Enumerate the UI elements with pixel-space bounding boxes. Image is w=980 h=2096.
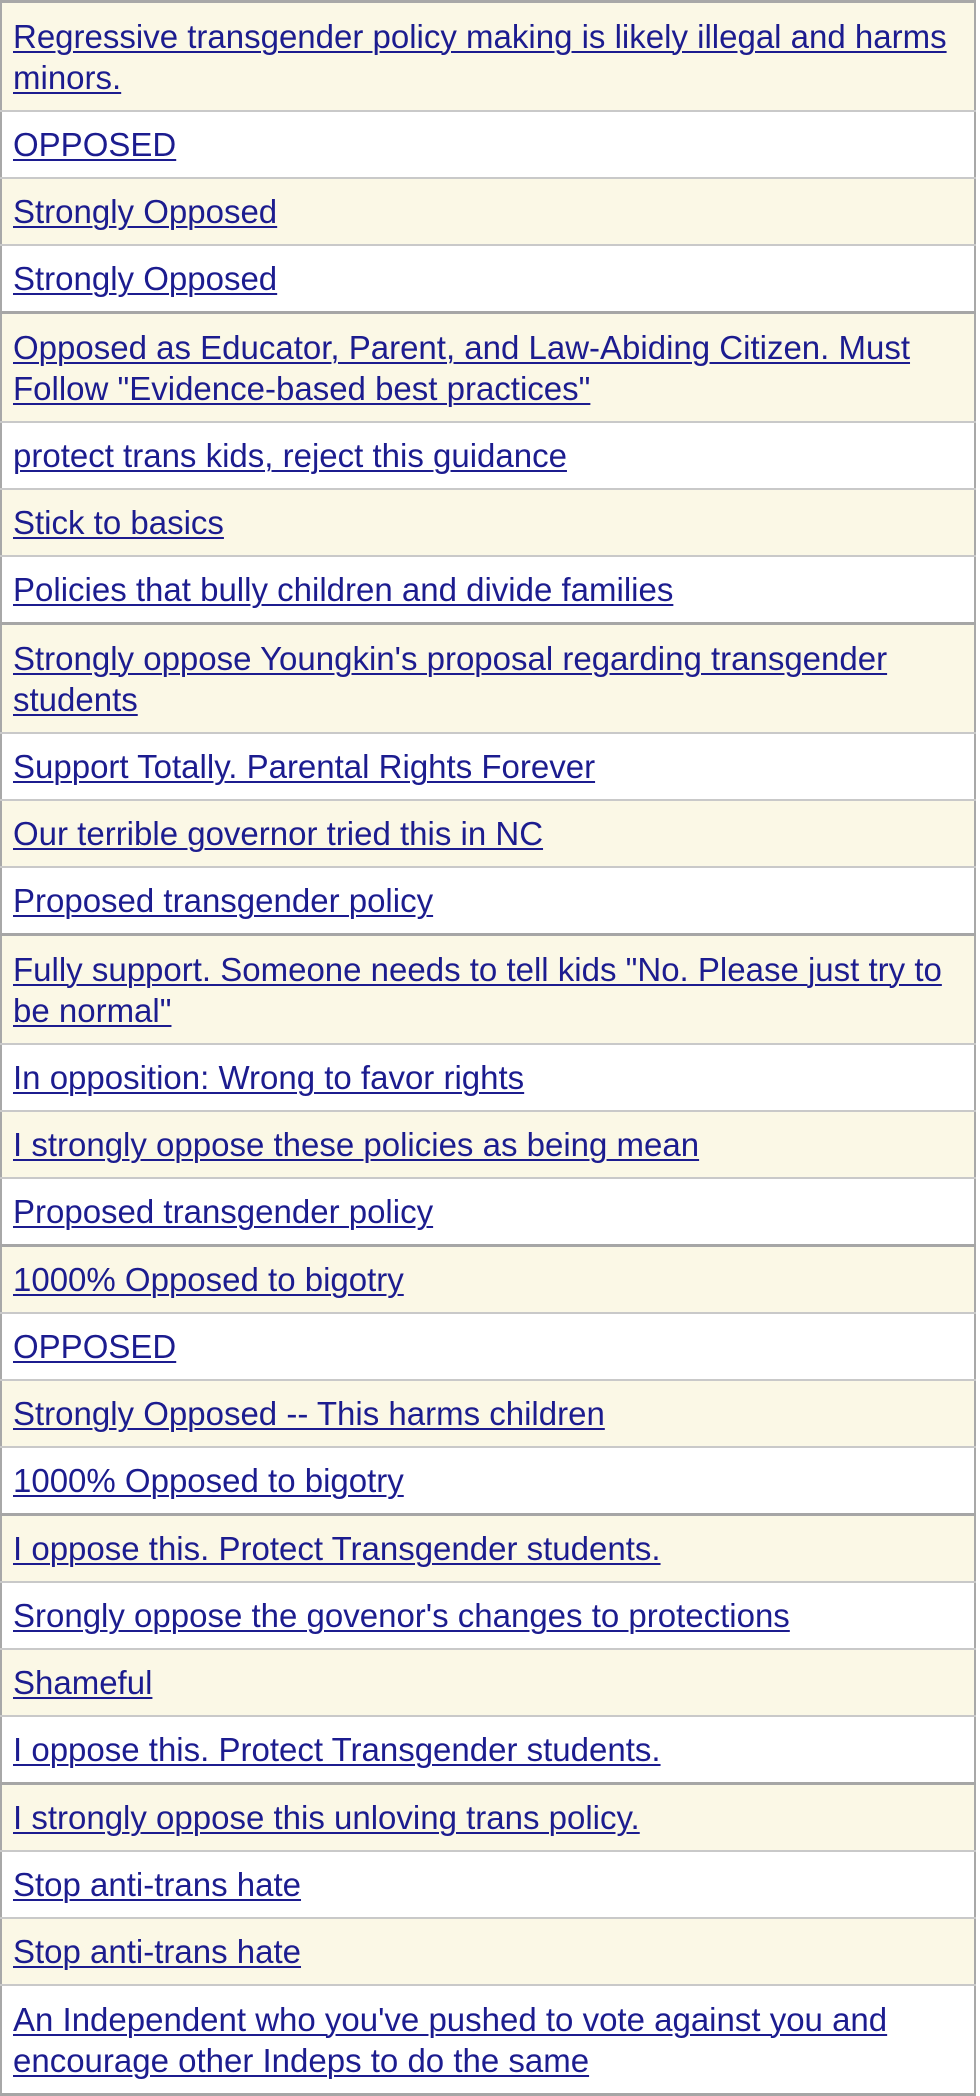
comment-cell — [1, 935, 975, 1045]
comment-cell — [1, 1716, 975, 1784]
comment-title-link[interactable]: An Independent who you've pushed to vote against you and encourage other Indeps to do the same — [13, 2000, 888, 2079]
comment-cell — [1, 1380, 975, 1447]
comment-cell — [1, 111, 975, 178]
comment-title-link[interactable]: Support Totally. Parental Rights Forever — [13, 748, 596, 785]
comment-title-link[interactable]: I strongly oppose this unloving trans policy. — [13, 1799, 640, 1836]
comment-title-link[interactable]: Strongly Opposed -- This harms children — [13, 1395, 605, 1432]
comment-row — [1, 1178, 975, 1246]
comment-title-link[interactable]: Regressive transgender policy making is likely illegal and harms minors. — [13, 17, 947, 96]
comment-title-link[interactable]: Opposed as Educator, Parent, and Law-Abiding Citizen. Must Follow "Evidence-based best practices" — [13, 328, 911, 407]
comment-title-link[interactable]: 1000% Opposed to bigotry — [13, 1462, 404, 1499]
comment-row — [1, 733, 975, 800]
comment-cell — [1, 1313, 975, 1380]
comment-cell — [1, 1649, 975, 1716]
comment-row — [1, 313, 975, 423]
comment-row — [1, 867, 975, 935]
comment-cell — [1, 800, 975, 867]
comment-cell — [1, 489, 975, 556]
comment-row — [1, 2, 975, 112]
comment-title-link[interactable]: Stop anti-trans hate — [13, 1933, 302, 1970]
comment-cell — [1, 1851, 975, 1918]
comment-title-link[interactable]: OPPOSED — [13, 1328, 177, 1365]
comment-cell — [1, 624, 975, 734]
comment-cell — [1, 1784, 975, 1852]
comment-title-link[interactable]: protect trans kids, reject this guidance — [13, 437, 567, 474]
comment-title-link[interactable]: Stop anti-trans hate — [13, 1866, 302, 1903]
comment-row — [1, 1246, 975, 1314]
comment-title-link[interactable]: Stick to basics — [13, 504, 224, 541]
comment-title-link[interactable]: Strongly Opposed — [13, 193, 278, 230]
comment-row — [1, 935, 975, 1045]
comment-title-link[interactable]: Fully support. Someone needs to tell kids "No. Please just try to be normal" — [13, 950, 942, 1029]
comment-row — [1, 1447, 975, 1515]
comment-title-link[interactable]: Strongly oppose Youngkin's proposal regarding transgender students — [13, 639, 888, 718]
comment-title-link[interactable]: Proposed transgender policy — [13, 1193, 434, 1230]
comment-row — [1, 1582, 975, 1649]
comment-row — [1, 1851, 975, 1918]
comment-row — [1, 556, 975, 624]
comment-row — [1, 1918, 975, 1985]
comment-row — [1, 422, 975, 489]
comment-cell — [1, 1178, 975, 1246]
comment-title-link[interactable]: I oppose this. Protect Transgender students. — [13, 1530, 661, 1567]
comment-cell — [1, 867, 975, 935]
comment-row — [1, 111, 975, 178]
comment-cell — [1, 1044, 975, 1111]
comment-cell — [1, 1447, 975, 1515]
comment-cell — [1, 1985, 975, 2095]
comment-row — [1, 1716, 975, 1784]
comment-title-link[interactable]: OPPOSED — [13, 126, 177, 163]
comments-list — [1, 2, 975, 2095]
comment-cell — [1, 1246, 975, 1314]
comment-cell — [1, 2, 975, 112]
comment-row — [1, 624, 975, 734]
comment-title-link[interactable]: In opposition: Wrong to favor rights — [13, 1059, 525, 1096]
comment-row — [1, 1313, 975, 1380]
comment-title-link[interactable]: 1000% Opposed to bigotry — [13, 1261, 404, 1298]
comment-title-link[interactable]: Strongly Opposed — [13, 260, 278, 297]
comment-cell — [1, 245, 975, 313]
comment-row — [1, 489, 975, 556]
comment-cell — [1, 1918, 975, 1985]
comment-cell — [1, 1582, 975, 1649]
comment-row — [1, 1044, 975, 1111]
comment-row — [1, 178, 975, 245]
comment-row — [1, 1515, 975, 1583]
comment-cell — [1, 733, 975, 800]
comment-title-link[interactable]: Policies that bully children and divide families — [13, 571, 674, 608]
comment-cell — [1, 1111, 975, 1178]
comment-title-link[interactable]: Shameful — [13, 1664, 153, 1701]
comment-row — [1, 1649, 975, 1716]
comment-row — [1, 1985, 975, 2095]
comment-cell — [1, 178, 975, 245]
comment-row — [1, 800, 975, 867]
comment-cell — [1, 1515, 975, 1583]
comment-row — [1, 1784, 975, 1852]
comment-title-link[interactable]: Our terrible governor tried this in NC — [13, 815, 544, 852]
comment-row — [1, 245, 975, 313]
comment-row — [1, 1380, 975, 1447]
comment-row — [1, 1111, 975, 1178]
comment-title-link[interactable]: I oppose this. Protect Transgender students. — [13, 1731, 661, 1768]
comment-title-link[interactable]: Proposed transgender policy — [13, 882, 434, 919]
comment-cell — [1, 556, 975, 624]
comment-cell — [1, 422, 975, 489]
comment-title-link[interactable]: Srongly oppose the govenor's changes to protections — [13, 1597, 790, 1634]
comment-title-link[interactable]: I strongly oppose these policies as being mean — [13, 1126, 700, 1163]
comment-cell — [1, 313, 975, 423]
